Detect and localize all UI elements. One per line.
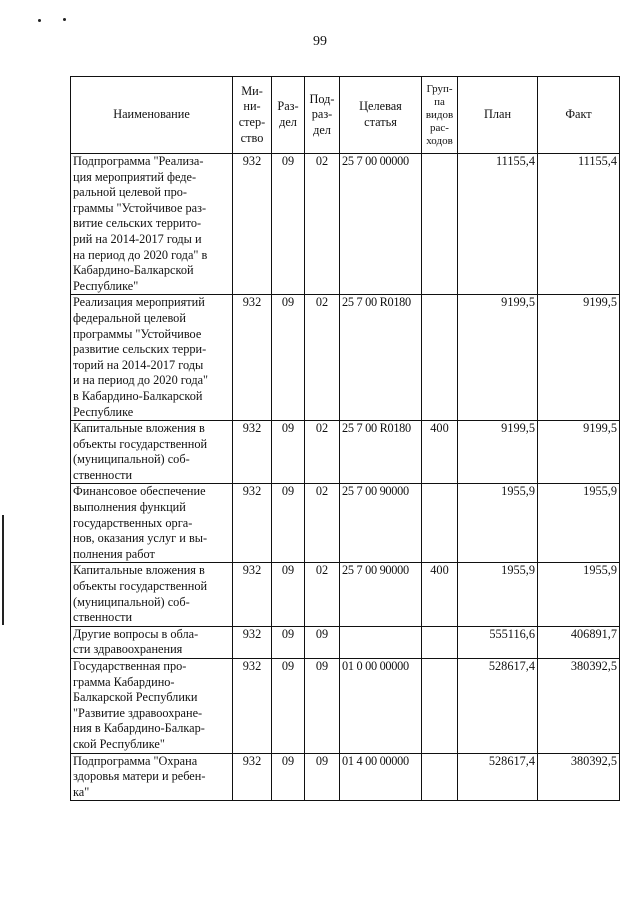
cell-plan: 528617,4 xyxy=(458,659,538,754)
cell-target: 25 7 00 90000 xyxy=(340,563,422,626)
cell-plan: 9199,5 xyxy=(458,295,538,421)
cell-ministry: 932 xyxy=(233,659,272,754)
header-target xyxy=(340,77,422,154)
table-row xyxy=(71,295,620,421)
cell-group xyxy=(422,659,458,754)
cell-section: 09 xyxy=(272,753,305,801)
cell-section: 09 xyxy=(272,154,305,295)
cell-section: 09 xyxy=(272,626,305,658)
cell-target: 25 7 00 R0180 xyxy=(340,421,422,484)
cell-name: Финансовое обеспечение выполнения функций государственных орга- нов, оказания услуг и вы- полнения работ xyxy=(71,484,233,563)
header-group-label: Груп- па видов рас- ходов xyxy=(425,82,454,147)
header-plan xyxy=(458,77,538,154)
cell-plan: 11155,4 xyxy=(458,154,538,295)
cell-ministry: 932 xyxy=(233,295,272,421)
cell-plan: 9199,5 xyxy=(458,421,538,484)
cell-group xyxy=(422,753,458,801)
cell-fact: 9199,5 xyxy=(538,421,620,484)
cell-name: Подпрограмма "Реализа- ция мероприятий феде- ральной целевой про- граммы "Устойчивое раз- витие сельских террито- рий на 2014-2017 годы и на период до 2020 года" в Кабардино-Балкарской Республике" xyxy=(71,154,233,295)
header-plan-label: План xyxy=(483,107,512,122)
cell-subsection: 09 xyxy=(305,626,340,658)
cell-fact: 1955,9 xyxy=(538,484,620,563)
cell-subsection: 02 xyxy=(305,484,340,563)
cell-subsection: 02 xyxy=(305,421,340,484)
cell-group xyxy=(422,484,458,563)
table-body xyxy=(71,154,620,801)
cell-subsection: 02 xyxy=(305,295,340,421)
cell-section: 09 xyxy=(272,563,305,626)
table-row xyxy=(71,626,620,658)
table-header-row xyxy=(71,77,620,154)
cell-section: 09 xyxy=(272,659,305,754)
header-target-label: Целевая статья xyxy=(359,99,402,129)
cell-plan: 528617,4 xyxy=(458,753,538,801)
cell-name: Государственная про- грамма Кабардино- Балкарской Республики "Развитие здравоохране- ния в Кабардино-Балкар- ской Республике" xyxy=(71,659,233,754)
cell-fact: 9199,5 xyxy=(538,295,620,421)
cell-fact: 11155,4 xyxy=(538,154,620,295)
table-row xyxy=(71,659,620,754)
header-ministry-label: Ми- ни- стер- ство xyxy=(238,83,266,145)
header-section xyxy=(272,77,305,154)
header-fact xyxy=(538,77,620,154)
cell-fact: 380392,5 xyxy=(538,753,620,801)
cell-group xyxy=(422,154,458,295)
cell-plan: 1955,9 xyxy=(458,563,538,626)
cell-target xyxy=(340,626,422,658)
table-row xyxy=(71,484,620,563)
header-name xyxy=(71,77,233,154)
cell-fact: 380392,5 xyxy=(538,659,620,754)
header-name-label: Наименование xyxy=(113,107,190,122)
cell-ministry: 932 xyxy=(233,753,272,801)
cell-section: 09 xyxy=(272,484,305,563)
cell-target: 25 7 00 R0180 xyxy=(340,295,422,421)
cell-subsection: 02 xyxy=(305,154,340,295)
cell-target: 25 7 00 00000 xyxy=(340,154,422,295)
scan-dot xyxy=(63,18,66,21)
cell-ministry: 932 xyxy=(233,484,272,563)
page-number: 99 xyxy=(313,34,327,49)
cell-ministry: 932 xyxy=(233,563,272,626)
header-fact-label: Факт xyxy=(565,107,592,122)
cell-group xyxy=(422,295,458,421)
cell-target: 01 4 00 00000 xyxy=(340,753,422,801)
cell-plan: 555116,6 xyxy=(458,626,538,658)
table-row xyxy=(71,753,620,801)
cell-ministry: 932 xyxy=(233,421,272,484)
cell-subsection: 02 xyxy=(305,563,340,626)
budget-table xyxy=(70,76,620,801)
cell-name: Другие вопросы в обла- сти здравоохранения xyxy=(71,626,233,658)
cell-name: Капитальные вложения в объекты государственной (муниципальной) соб- ственности xyxy=(71,563,233,626)
header-subsection-label: Под- раз- дел xyxy=(309,91,335,137)
cell-name: Подпрограмма "Охрана здоровья матери и ребен- ка" xyxy=(71,753,233,801)
header-subsection xyxy=(305,77,340,154)
header-group xyxy=(422,77,458,154)
cell-ministry: 932 xyxy=(233,626,272,658)
cell-target: 01 0 00 00000 xyxy=(340,659,422,754)
cell-group xyxy=(422,626,458,658)
cell-section: 09 xyxy=(272,421,305,484)
header-section-label: Раз- дел xyxy=(277,99,299,129)
cell-fact: 406891,7 xyxy=(538,626,620,658)
table-row xyxy=(71,563,620,626)
cell-fact: 1955,9 xyxy=(538,563,620,626)
cell-plan: 1955,9 xyxy=(458,484,538,563)
header-ministry xyxy=(233,77,272,154)
table-row xyxy=(71,421,620,484)
cell-subsection: 09 xyxy=(305,659,340,754)
cell-group: 400 xyxy=(422,563,458,626)
cell-ministry: 932 xyxy=(233,154,272,295)
scan-dot xyxy=(38,19,41,22)
cell-name: Реализация мероприятий федеральной целевой программы "Устойчивое развитие сельских терри- торий на 2014-2017 годы и на период до 2020 года" в Кабардино-Балкарской Республике xyxy=(71,295,233,421)
cell-subsection: 09 xyxy=(305,753,340,801)
scan-margin-line xyxy=(2,515,4,625)
cell-section: 09 xyxy=(272,295,305,421)
cell-name: Капитальные вложения в объекты государственной (муниципальной) соб- ственности xyxy=(71,421,233,484)
table-row xyxy=(71,154,620,295)
cell-group: 400 xyxy=(422,421,458,484)
cell-target: 25 7 00 90000 xyxy=(340,484,422,563)
